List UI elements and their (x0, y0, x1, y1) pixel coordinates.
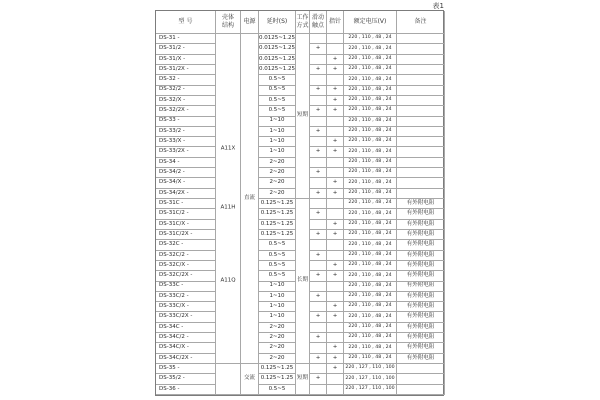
delay-cell: 0.5~5 (259, 251, 296, 261)
voltage-cell: 220 , 110 , 48 , 24 (344, 147, 397, 157)
pointer-cell: + (327, 137, 344, 147)
voltage-cell: 220 , 110 , 48 , 24 (344, 292, 397, 302)
work-mode-long-cell: 长期 (296, 199, 310, 364)
sliding-contact-cell (310, 199, 327, 209)
sliding-contact-cell: + (310, 374, 327, 384)
delay-cell: 0.125~1.25 (259, 199, 296, 209)
model-cell: DS-31/2 - (156, 44, 216, 54)
delay-cell: 0.5~5 (259, 261, 296, 271)
remark-cell (397, 96, 445, 106)
col-header-model: 型 号 (156, 11, 216, 34)
pointer-cell: + (327, 364, 344, 374)
sliding-contact-cell (310, 323, 327, 333)
model-cell: DS-33C/2 - (156, 292, 216, 302)
voltage-cell: 220 , 127 , 110 , 100 (344, 364, 397, 374)
remark-cell (397, 137, 445, 147)
pointer-cell (327, 44, 344, 54)
voltage-cell: 220 , 110 , 48 , 24 (344, 343, 397, 353)
delay-cell: 1~10 (259, 117, 296, 127)
pointer-cell (327, 127, 344, 137)
pointer-cell: + (327, 271, 344, 281)
delay-cell: 0.125~1.25 (259, 364, 296, 374)
pointer-cell (327, 117, 344, 127)
pointer-cell: + (327, 96, 344, 106)
sliding-contact-cell: + (310, 168, 327, 178)
sliding-contact-cell (310, 75, 327, 85)
voltage-cell: 220 , 110 , 48 , 24 (344, 44, 397, 54)
sliding-contact-cell: + (310, 86, 327, 96)
pointer-cell (327, 385, 344, 395)
col-header-delay: 延时(S) (259, 11, 296, 34)
sliding-contact-cell: + (310, 147, 327, 157)
remark-cell (397, 158, 445, 168)
voltage-cell: 220 , 110 , 48 , 24 (344, 354, 397, 364)
sliding-contact-cell (310, 158, 327, 168)
model-cell: DS-34C/2X - (156, 354, 216, 364)
voltage-cell: 220 , 110 , 48 , 24 (344, 55, 397, 65)
delay-cell: 2~20 (259, 333, 296, 343)
delay-cell: 1~10 (259, 137, 296, 147)
voltage-cell: 220 , 110 , 48 , 24 (344, 220, 397, 230)
model-cell: DS-34/2X - (156, 189, 216, 199)
model-cell: DS-31/2X - (156, 65, 216, 75)
pointer-cell (327, 374, 344, 384)
delay-cell: 0.0125~1.25 (259, 65, 296, 75)
remark-cell (397, 127, 445, 137)
pointer-cell (327, 34, 344, 44)
delay-cell: 2~20 (259, 158, 296, 168)
model-cell: DS-34C - (156, 323, 216, 333)
delay-cell: 0.125~1.25 (259, 230, 296, 240)
model-cell: DS-31 - (156, 34, 216, 44)
sliding-contact-cell (310, 282, 327, 292)
pointer-cell (327, 333, 344, 343)
voltage-cell: 220 , 110 , 48 , 24 (344, 189, 397, 199)
remark-cell: 有外附电阻 (397, 292, 445, 302)
remark-cell: 有外附电阻 (397, 230, 445, 240)
voltage-cell: 220 , 110 , 48 , 24 (344, 86, 397, 96)
model-cell: DS-32 - (156, 75, 216, 85)
remark-cell (397, 86, 445, 96)
voltage-cell: 220 , 110 , 48 , 24 (344, 251, 397, 261)
sliding-contact-cell (310, 34, 327, 44)
pointer-cell (327, 282, 344, 292)
voltage-cell: 220 , 110 , 48 , 24 (344, 168, 397, 178)
remark-cell: 有外附电阻 (397, 343, 445, 353)
remark-cell (397, 65, 445, 75)
remark-cell: 有外附电阻 (397, 354, 445, 364)
sliding-contact-cell (310, 178, 327, 188)
remark-cell (397, 106, 445, 116)
voltage-cell: 220 , 110 , 48 , 24 (344, 230, 397, 240)
pointer-cell: + (327, 302, 344, 312)
pointer-cell (327, 240, 344, 250)
voltage-cell: 220 , 110 , 48 , 24 (344, 209, 397, 219)
model-cell: DS-31C - (156, 199, 216, 209)
work-mode-short-cell: 短期 (296, 34, 310, 199)
delay-cell: 0.5~5 (259, 75, 296, 85)
pointer-cell (327, 251, 344, 261)
delay-cell: 1~10 (259, 147, 296, 157)
power-dc-cell: 直流 (241, 34, 259, 364)
col-header-sliding-contact (310, 11, 327, 34)
model-cell: DS-32C/2 - (156, 251, 216, 261)
remark-cell: 有外附电阻 (397, 220, 445, 230)
remark-cell: 有外附电阻 (397, 302, 445, 312)
col-header-pointer: 指针 (327, 11, 344, 34)
voltage-cell: 220 , 110 , 48 , 24 (344, 240, 397, 250)
delay-cell: 1~10 (259, 282, 296, 292)
voltage-cell: 220 , 110 , 48 , 24 (344, 137, 397, 147)
sliding-contact-cell (310, 364, 327, 374)
remark-cell: 有外附电阻 (397, 199, 445, 209)
sliding-contact-cell (310, 220, 327, 230)
pointer-cell: + (327, 261, 344, 271)
col-header-work-line1: 工作 (296, 14, 309, 22)
sliding-contact-cell: + (310, 65, 327, 75)
remark-cell (397, 364, 445, 374)
voltage-cell: 220 , 110 , 48 , 24 (344, 34, 397, 44)
voltage-cell: 220 , 110 , 48 , 24 (344, 158, 397, 168)
col-header-work-mode (296, 11, 310, 34)
model-cell: DS-36 - (156, 385, 216, 395)
delay-cell: 1~10 (259, 312, 296, 322)
sliding-contact-cell: + (310, 292, 327, 302)
relay-spec-table (155, 10, 444, 396)
remark-cell (397, 75, 445, 85)
remark-cell: 有外附电阻 (397, 333, 445, 343)
pointer-cell (327, 292, 344, 302)
col-header-shell-line2: 结构 (221, 22, 234, 29)
remark-cell (397, 44, 445, 54)
model-cell: DS-34/2 - (156, 168, 216, 178)
voltage-cell: 220 , 110 , 48 , 24 (344, 96, 397, 106)
voltage-cell: 220 , 110 , 48 , 24 (344, 312, 397, 322)
remark-cell: 有外附电阻 (397, 209, 445, 219)
delay-cell: 0.5~5 (259, 271, 296, 281)
voltage-cell: 220 , 127 , 110 , 100 (344, 385, 397, 395)
model-cell: DS-32C/2X - (156, 271, 216, 281)
model-cell: DS-31C/2X - (156, 230, 216, 240)
shell-structure-ac-cell (216, 364, 241, 395)
delay-cell: 0.5~5 (259, 86, 296, 96)
model-cell: DS-31C/2 - (156, 209, 216, 219)
pointer-cell: + (327, 55, 344, 65)
sliding-contact-cell (310, 96, 327, 106)
voltage-cell: 220 , 110 , 48 , 24 (344, 333, 397, 343)
delay-cell: 0.5~5 (259, 385, 296, 395)
delay-cell: 2~20 (259, 168, 296, 178)
sliding-contact-cell: + (310, 106, 327, 116)
voltage-cell: 220 , 110 , 48 , 24 (344, 106, 397, 116)
pointer-cell (327, 158, 344, 168)
model-cell: DS-35/2 - (156, 374, 216, 384)
col-header-slide-line2: 触点 (311, 22, 324, 29)
model-cell: DS-33/2X - (156, 147, 216, 157)
remark-cell: 有外附电阻 (397, 251, 445, 261)
remark-cell: 有外附电阻 (397, 271, 445, 281)
delay-cell: 0.5~5 (259, 106, 296, 116)
pointer-cell: + (327, 147, 344, 157)
remark-cell (397, 168, 445, 178)
sliding-contact-cell: + (310, 230, 327, 240)
pointer-cell: + (327, 106, 344, 116)
sliding-contact-cell: + (310, 189, 327, 199)
pointer-cell (327, 199, 344, 209)
delay-cell: 1~10 (259, 127, 296, 137)
delay-cell: 1~10 (259, 302, 296, 312)
delay-cell: 2~20 (259, 323, 296, 333)
shell-structure-label: A11H (220, 204, 236, 211)
delay-cell: 0.0125~1.25 (259, 34, 296, 44)
delay-cell: 0.5~5 (259, 96, 296, 106)
voltage-cell: 220 , 110 , 48 , 24 (344, 199, 397, 209)
model-cell: DS-32/2X - (156, 106, 216, 116)
model-cell: DS-33 - (156, 117, 216, 127)
col-header-rated-voltage: 额定电压(V) (344, 11, 397, 34)
model-cell: DS-34C/2 - (156, 333, 216, 343)
model-cell: DS-32/X - (156, 96, 216, 106)
model-cell: DS-33/2 - (156, 127, 216, 137)
shell-structure-label: A11Q (220, 277, 236, 284)
voltage-cell: 220 , 110 , 48 , 24 (344, 302, 397, 312)
delay-cell: 2~20 (259, 343, 296, 353)
remark-cell: 有外附电阻 (397, 312, 445, 322)
sliding-contact-cell: + (310, 354, 327, 364)
pointer-cell (327, 75, 344, 85)
pointer-cell: + (327, 312, 344, 322)
remark-cell (397, 178, 445, 188)
pointer-cell (327, 323, 344, 333)
remark-cell: 有外附电阻 (397, 261, 445, 271)
remark-cell (397, 385, 445, 395)
delay-cell: 1~10 (259, 292, 296, 302)
pointer-cell: + (327, 65, 344, 75)
sliding-contact-cell: + (310, 271, 327, 281)
voltage-cell: 220 , 110 , 48 , 24 (344, 65, 397, 75)
model-cell: DS-35 - (156, 364, 216, 374)
shell-structure-label: A11X (220, 145, 236, 152)
voltage-cell: 220 , 110 , 48 , 24 (344, 323, 397, 333)
model-cell: DS-33C - (156, 282, 216, 292)
sliding-contact-cell (310, 385, 327, 395)
voltage-cell: 220 , 110 , 48 , 24 (344, 282, 397, 292)
remark-cell: 有外附电阻 (397, 240, 445, 250)
col-header-shell-line1: 壳体 (221, 14, 234, 22)
pointer-cell: + (327, 230, 344, 240)
model-cell: DS-33C/X - (156, 302, 216, 312)
sliding-contact-cell: + (310, 44, 327, 54)
voltage-cell: 220 , 110 , 48 , 24 (344, 178, 397, 188)
sliding-contact-cell: + (310, 312, 327, 322)
voltage-cell: 220 , 110 , 48 , 24 (344, 261, 397, 271)
pointer-cell: + (327, 354, 344, 364)
pointer-cell: + (327, 178, 344, 188)
col-header-slide-line1: 滑动 (311, 14, 324, 22)
pointer-cell (327, 168, 344, 178)
delay-cell: 0.5~5 (259, 240, 296, 250)
sliding-contact-cell (310, 55, 327, 65)
remark-cell: 有外附电阻 (397, 282, 445, 292)
col-header-power: 电源 (241, 11, 259, 34)
delay-cell: 2~20 (259, 178, 296, 188)
sliding-contact-cell (310, 343, 327, 353)
delay-cell: 0.125~1.25 (259, 220, 296, 230)
voltage-cell: 220 , 110 , 48 , 24 (344, 117, 397, 127)
remark-cell (397, 117, 445, 127)
model-cell: DS-34/X - (156, 178, 216, 188)
sliding-contact-cell: + (310, 251, 327, 261)
sliding-contact-cell (310, 302, 327, 312)
voltage-cell: 220 , 127 , 110 , 100 (344, 374, 397, 384)
model-cell: DS-32C - (156, 240, 216, 250)
model-cell: DS-34C/X - (156, 343, 216, 353)
delay-cell: 0.0125~1.25 (259, 44, 296, 54)
sliding-contact-cell: + (310, 209, 327, 219)
remark-cell (397, 147, 445, 157)
delay-cell: 2~20 (259, 354, 296, 364)
model-cell: DS-34 - (156, 158, 216, 168)
sliding-contact-cell (310, 240, 327, 250)
delay-cell: 2~20 (259, 189, 296, 199)
remark-cell (397, 189, 445, 199)
remark-cell (397, 374, 445, 384)
voltage-cell: 220 , 110 , 48 , 24 (344, 75, 397, 85)
sliding-contact-cell (310, 137, 327, 147)
pointer-cell: + (327, 189, 344, 199)
remark-cell: 有外附电阻 (397, 323, 445, 333)
sliding-contact-cell: + (310, 333, 327, 343)
pointer-cell: + (327, 220, 344, 230)
delay-cell: 0.125~1.25 (259, 374, 296, 384)
remark-cell (397, 34, 445, 44)
model-cell: DS-32C/X - (156, 261, 216, 271)
delay-cell: 0.125~1.25 (259, 209, 296, 219)
pointer-cell: + (327, 343, 344, 353)
col-header-remark: 备注 (397, 11, 445, 34)
work-mode-short-cell: 短期 (296, 364, 310, 395)
sliding-contact-cell (310, 117, 327, 127)
col-header-shell-structure (216, 11, 241, 34)
model-cell: DS-33/X - (156, 137, 216, 147)
model-cell: DS-33C/2X - (156, 312, 216, 322)
pointer-cell (327, 209, 344, 219)
remark-cell (397, 55, 445, 65)
model-cell: DS-31C/X - (156, 220, 216, 230)
table-caption: 表1 (432, 2, 444, 10)
sliding-contact-cell (310, 261, 327, 271)
power-ac-cell: 交流 (241, 364, 259, 395)
voltage-cell: 220 , 110 , 48 , 24 (344, 271, 397, 281)
model-cell: DS-32/2 - (156, 86, 216, 96)
shell-structure-dc-cell (216, 34, 241, 364)
model-cell: DS-31/X - (156, 55, 216, 65)
voltage-cell: 220 , 110 , 48 , 24 (344, 127, 397, 137)
pointer-cell: + (327, 86, 344, 96)
col-header-work-line2: 方式 (296, 22, 309, 29)
sliding-contact-cell: + (310, 127, 327, 137)
delay-cell: 0.0125~1.25 (259, 55, 296, 65)
